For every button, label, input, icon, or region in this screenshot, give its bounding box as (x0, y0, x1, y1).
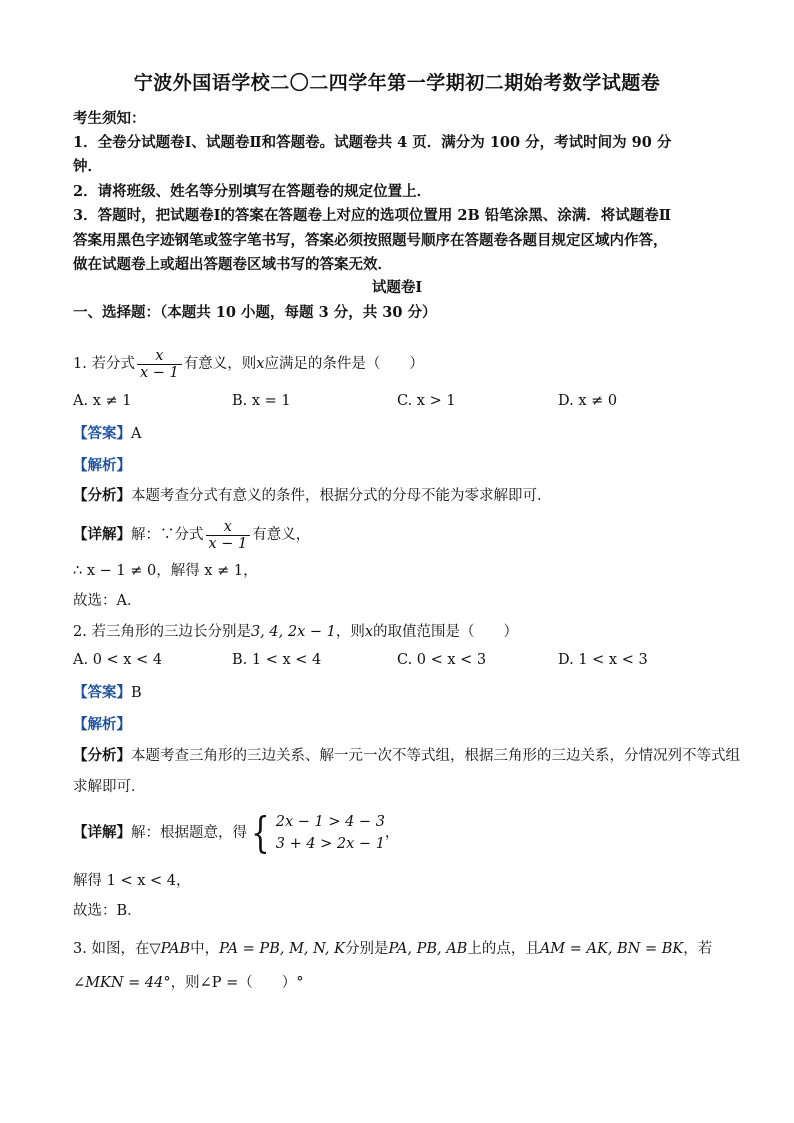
notice-item-3: 3．答题时，把试题卷Ⅰ的答案在答题卷上对应的选项位置用 2B 铅笔涂黑、涂满．将试题卷Ⅱ (73, 207, 672, 224)
notice-item-1-cont: 钟． (73, 158, 102, 175)
notice-item-3-cont2: 做在试题卷上或超出答题卷区域书写的答案无效． (73, 256, 392, 273)
q2-fenxi-text: 本题考查三角形的三边关系、解一元一次不等式组，根据三角形的三边关系，分情况列不等式组 (131, 748, 740, 764)
q1-var: x (256, 356, 265, 372)
q3-segments: PA, PB, AB (388, 941, 468, 957)
q2-detail-tag: 【详解】 (73, 824, 131, 841)
q3-text-a: 3. 如图，在 (73, 941, 150, 957)
q1-answer-value: A (131, 426, 142, 442)
section-title: 试题卷Ⅰ (371, 279, 423, 296)
q3-text-d: 上的点，且 (467, 941, 540, 957)
q2-option-d: D. 1 < x < 3 (558, 652, 648, 668)
q2-option-a: A. 0 < x < 4 (73, 652, 163, 668)
q3-triangle: ▽PAB (149, 941, 191, 957)
q2-analysis-tag: 【解析】 (73, 716, 131, 733)
q2-answer (73, 682, 142, 704)
q2-text-post: 的取值范围是（ ） (373, 624, 519, 640)
notice-heading: 考生须知： (73, 110, 146, 127)
question-2 (73, 621, 518, 643)
q2-text-pre: 2. 若三角形的三边长分别是 (73, 624, 251, 640)
q1-detail-frac-numerator: x (223, 518, 232, 535)
q2-fenxi (73, 745, 740, 767)
q2-detail (73, 810, 399, 856)
q3-text-b: 中， (190, 941, 220, 957)
q2-option-c: C. 0 < x < 3 (397, 652, 487, 668)
q1-option-c: C. x > 1 (397, 393, 456, 409)
q1-step: ∴ x − 1 ≠ 0，解得 x ≠ 1， (73, 563, 258, 579)
question-1 (73, 344, 424, 384)
notice-item-2: 2．请将班级、姓名等分别填写在答题卷的规定位置上． (73, 183, 432, 200)
q2-sides: 3, 4, 2x − 1 (250, 624, 336, 640)
q1-option-a: A. x ≠ 1 (73, 393, 132, 409)
q1-detail-frac-denominator: x − 1 (206, 535, 251, 552)
q1-text-mid: 有意义，则 (183, 356, 257, 372)
q2-result: 解得 1 < x < 4， (73, 873, 191, 889)
q1-text-pre: 1. 若分式 (73, 356, 135, 372)
exam-title: 宁波外国语学校二〇二四学年第一学期初二期始考数学试题卷 (133, 72, 661, 94)
q2-fenxi-tag: 【分析】 (73, 747, 131, 764)
q2-text-mid: ，则 (335, 624, 365, 640)
q2-detail-pre: 解：根据题意，得 (131, 825, 247, 841)
q2-detail-end: ， (384, 825, 400, 841)
q3-condition-1: PA = PB, M, N, K (219, 941, 345, 957)
q2-inequality-system (247, 808, 385, 857)
q2-answer-value: B (131, 685, 142, 701)
q2-inequality-2: 3 + 4 > 2x − 1 (275, 836, 385, 852)
q1-frac-denominator: x − 1 (137, 364, 182, 381)
q1-answer-tag: 【答案】 (73, 425, 131, 442)
part-one-heading: 一、选择题：（本题共 10 小题，每题 3 分，共 30 分） (73, 304, 437, 321)
q2-choose: 故选：B． (73, 903, 142, 919)
q1-detail-post: 有意义， (252, 527, 311, 543)
q2-inequality-1: 2x − 1 > 4 − 3 (275, 814, 385, 830)
question-3 (73, 938, 712, 960)
q1-option-b: B. x = 1 (232, 393, 291, 409)
q3-angle: ∠MKN = 44° (73, 975, 171, 991)
q1-detail (73, 515, 310, 555)
q2-var: x (364, 624, 374, 640)
q1-detail-tag: 【详解】 (73, 526, 131, 543)
q1-text-post: 应满足的条件是（ ） (264, 356, 424, 372)
q2-option-b: B. 1 < x < 4 (232, 652, 322, 668)
q2-answer-tag: 【答案】 (73, 684, 131, 701)
question-3-cont (73, 972, 304, 994)
q3-condition-2: AM = AK, BN = BK (539, 941, 684, 957)
q3-text-e: ，若 (683, 941, 713, 957)
q1-fenxi-text: 本题考查分式有意义的条件，根据分式的分母不能为零求解即可． (131, 488, 552, 504)
q1-detail-fraction (206, 519, 251, 552)
q1-choose: 故选：A． (73, 593, 142, 609)
q1-fraction (137, 348, 182, 381)
q1-answer (73, 423, 141, 445)
q1-option-d: D. x ≠ 0 (558, 393, 618, 409)
q1-detail-pre: 解：∵分式 (131, 527, 204, 543)
q2-brace: { (251, 808, 270, 857)
q2-fenxi-cont: 求解即可． (73, 779, 146, 795)
q1-analysis-tag: 【解析】 (73, 457, 131, 474)
q3-text-c: 分别是 (344, 941, 389, 957)
q3-text-end: ，则∠P =（ ）° (170, 975, 304, 991)
q1-frac-numerator: x (155, 347, 164, 364)
q1-fenxi (73, 485, 552, 507)
q1-fenxi-tag: 【分析】 (73, 487, 131, 504)
notice-item-1: 1．全卷分试题卷Ⅰ、试题卷Ⅱ和答题卷。试题卷共 4 页．满分为 100 分，考试时间为 90 分 (73, 134, 672, 151)
notice-item-3-cont1: 答案用黑色字迹钢笔或签字笔书写，答案必须按照题号顺序在答题卷各题目规定区域内作答， (73, 232, 668, 249)
